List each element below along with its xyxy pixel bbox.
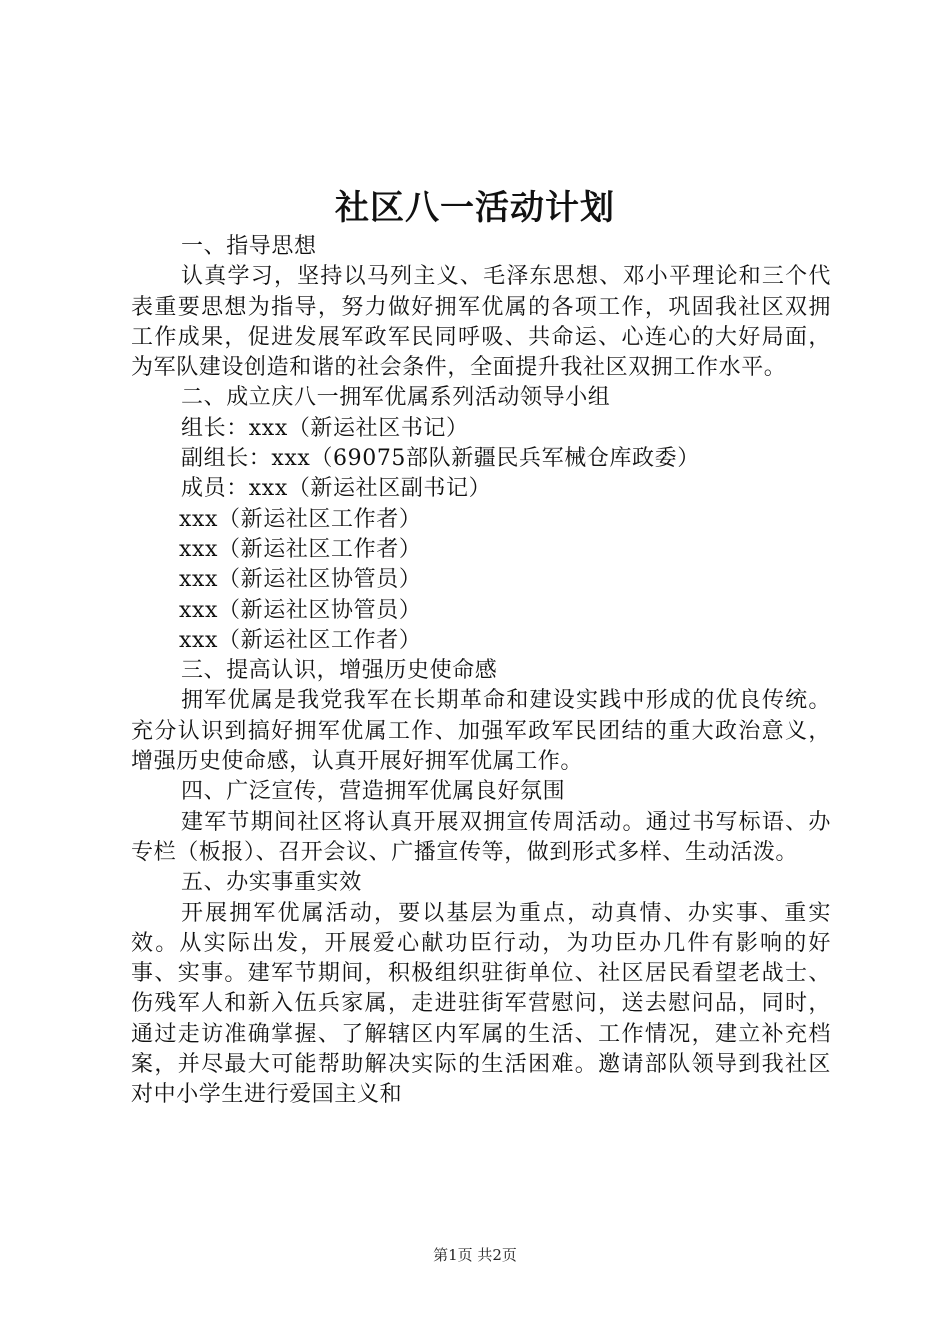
section-paragraph-3: 拥军优属是我党我军在长期革命和建设实践中形成的优良传统。充分认识到搞好拥军优属工作、加强军政军民团结的重大政治意义，增强历史使命感，认真开展好拥军优属工作。 <box>131 688 831 775</box>
member-list-item: xxx（新运社区工作者） <box>179 627 422 653</box>
section-heading-1: 一、指导思想 <box>181 234 317 259</box>
group-leader-line: 组长：xxx（新运社区书记） <box>181 415 469 441</box>
group-member-line: 成员：xxx（新运社区副书记） <box>181 476 492 502</box>
member-list-item: xxx（新运社区协管员） <box>179 567 422 593</box>
document-body <box>131 232 831 1111</box>
member-list-item: xxx（新运社区工作者） <box>179 536 422 562</box>
section-paragraph-5: 开展拥军优属活动，要以基层为重点，动真情、办实事、重实效。从实际出发，开展爱心献功臣行动，为功臣办几件有影响的好事、实事。建军节期间，积极组织驻街单位、社区居民看望老战士、伤残军人和新入伍兵家属，走进驻街军营慰问，送去慰问品，同时，通过走访准确掌握、了解辖区内军属的生活、工作情况，建立补充档案，并尽最大可能帮助解决实际的生活困难。邀请部队领导到我社区对中小学生进行爱国主义和 <box>131 900 831 1108</box>
member-list-item: xxx（新运社区协管员） <box>179 597 422 623</box>
page-footer: 第1页 共2页 <box>433 1246 517 1264</box>
document-title: 社区八一活动计划 <box>335 188 615 228</box>
section-heading-5: 五、办实事重实效 <box>181 870 362 896</box>
section-heading-2: 二、成立庆八一拥军优属系列活动领导小组 <box>181 385 611 411</box>
section-heading-4: 四、广泛宣传，营造拥军优属良好氛围 <box>181 779 566 805</box>
group-deputy-line: 副组长：xxx（69075部队新疆民兵军械仓库政委） <box>181 446 700 472</box>
section-paragraph-4: 建军节期间社区将认真开展双拥宣传周活动。通过书写标语、办专栏（板报）、召开会议、广播宣传等，做到形式多样、生动活泼。 <box>131 809 831 865</box>
member-list-item: xxx（新运社区工作者） <box>179 506 422 532</box>
section-paragraph-1: 认真学习，坚持以马列主义、毛泽东思想、邓小平理论和三个代表重要思想为指导，努力做好拥军优属的各项工作，巩固我社区双拥工作成果，促进发展军政军民同呼吸、共命运、心连心的大好局面，为军队建设创造和谐的社会条件，全面提升我社区双拥工作水平。 <box>131 264 831 381</box>
section-heading-3: 三、提高认识，增强历史使命感 <box>181 658 498 684</box>
